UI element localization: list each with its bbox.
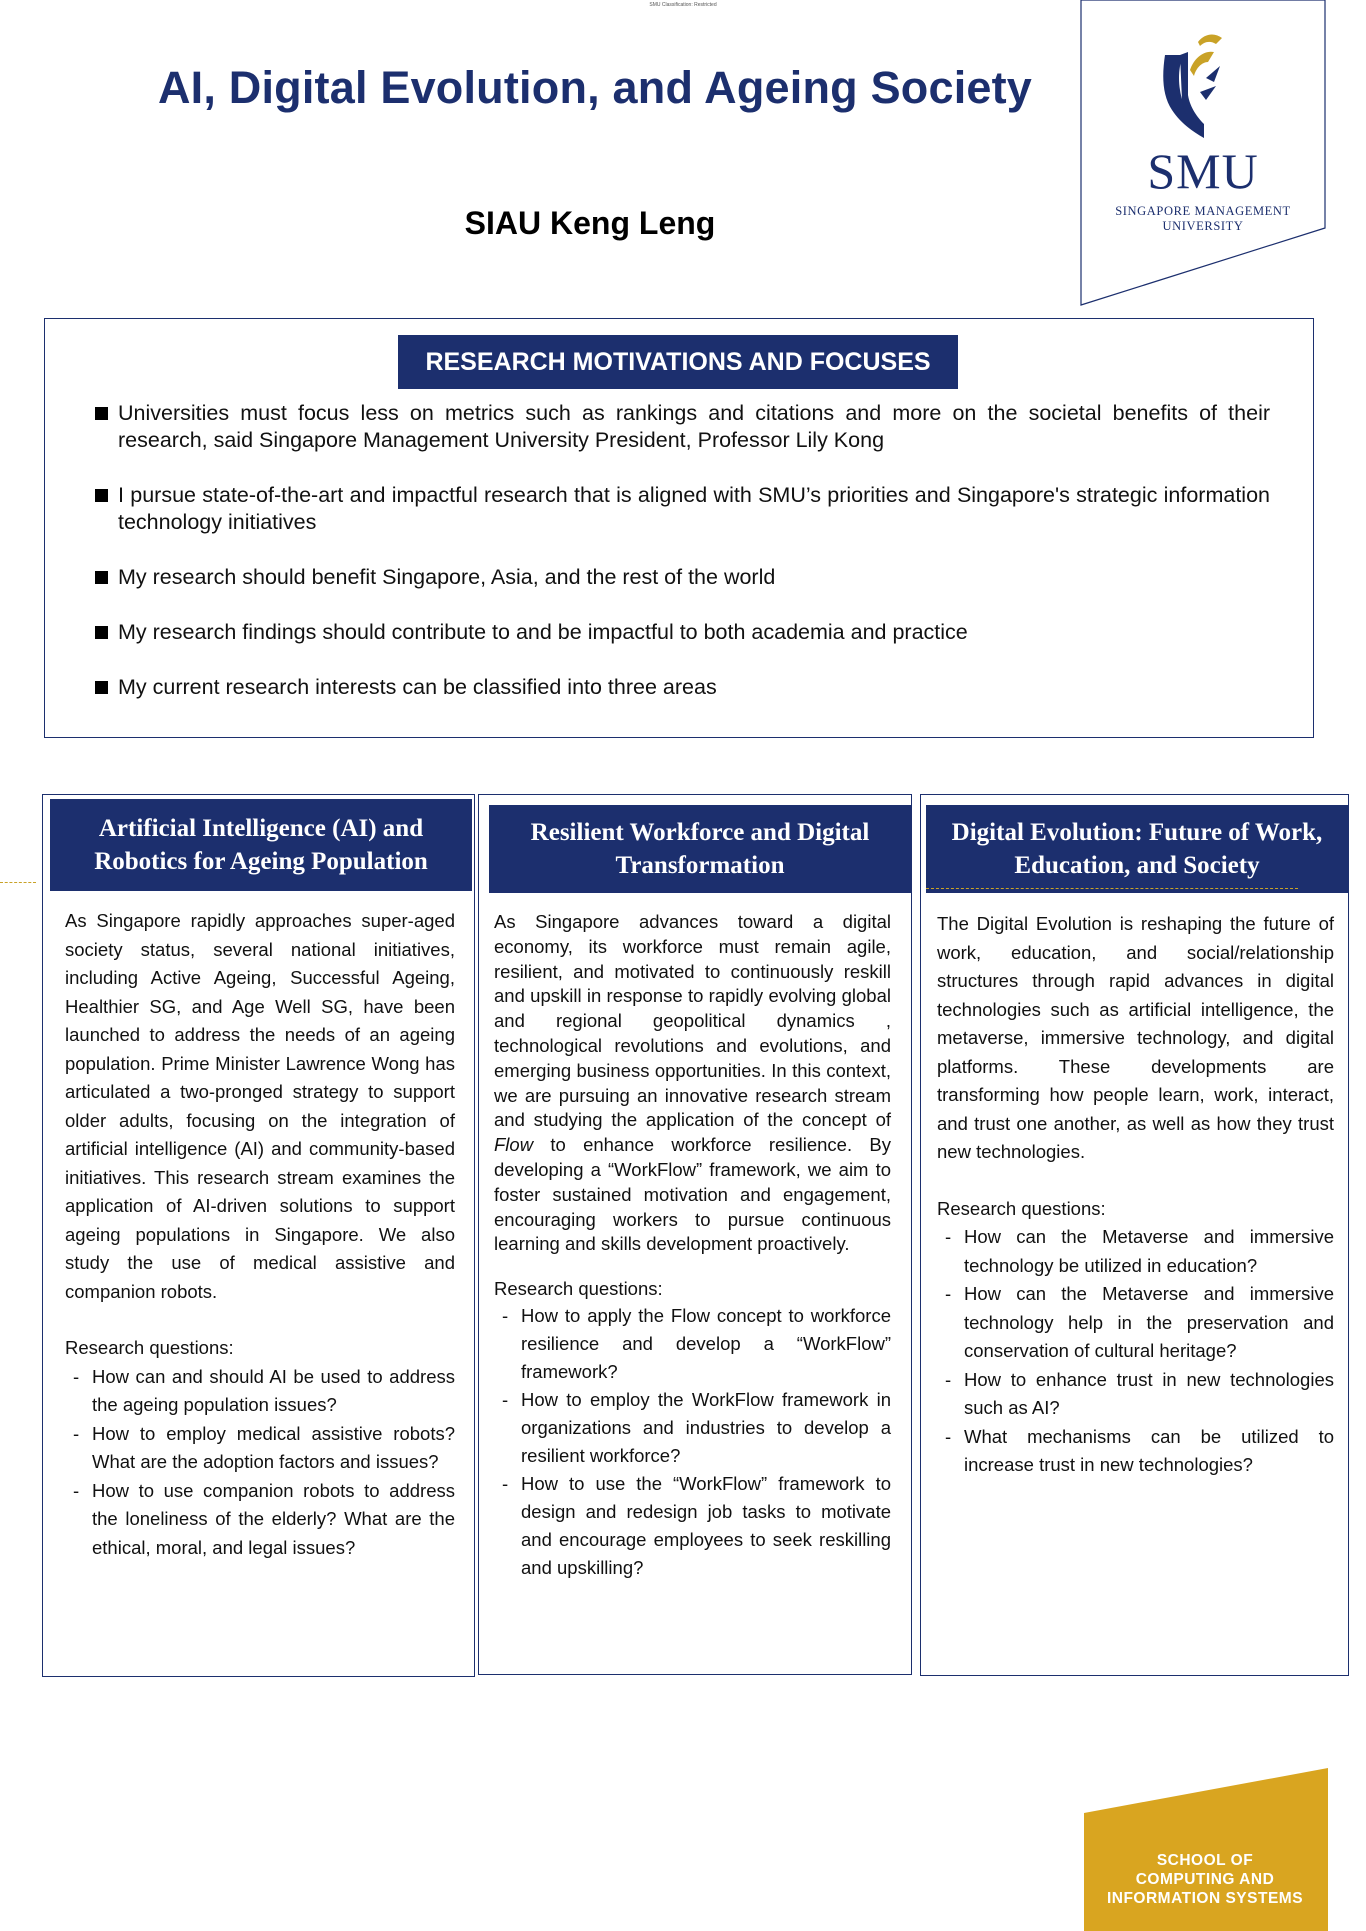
column-description [494, 910, 891, 1257]
column-body [937, 910, 1334, 1480]
research-question: - How can and should AI be used to address the ageing population issues? [65, 1363, 455, 1420]
column-title-line1: Digital Evolution: Future of Work, [951, 819, 1323, 846]
school-name [1090, 1851, 1320, 1908]
column-title [926, 805, 1348, 893]
column-body [494, 910, 891, 1582]
research-question: - How to apply the Flow concept to workforce resilience and develop a “WorkFlow” framework? [494, 1302, 891, 1386]
classification-label: SMU Classification: Restricted [649, 2, 717, 8]
research-questions-label: Research questions: [937, 1197, 1106, 1219]
column-title-line2: Education, and Society [1014, 852, 1260, 879]
motivation-bullets [95, 400, 1270, 729]
research-question: - How can the Metaverse and immersive technology help in the preservation and conservation of cultural heritage? [937, 1280, 1334, 1366]
research-questions-list [65, 1363, 455, 1563]
school-line1: SCHOOL OF [1156, 1852, 1254, 1869]
page-title: AI, Digital Evolution, and Ageing Society [157, 62, 1033, 113]
bullet-item: Universities must focus less on metrics such as rankings and citations and more on the societal benefits of their research, said Singapore Management University President, Professor Lily Kong [95, 400, 1270, 454]
research-question: - How can the Metaverse and immersive technology be utilized in education? [937, 1223, 1334, 1280]
bullet-item: My research findings should contribute to and be impactful to both academia and practice [95, 619, 1270, 646]
research-question: - How to use companion robots to address the loneliness of the elderly? What are the ethical, moral, and legal issues? [65, 1477, 455, 1563]
description-part1: As Singapore advances toward a digital economy, its workforce must remain agile, resilient, and motivated to continuously reskill and upskill in response to rapidly evolving global and regional geopolitical dynamics , technological revolutions and evolutions, and emerging business opportunities. In this context, we are pursuing an innovative research stream and studying the application of the concept of [494, 911, 891, 1131]
smu-subtitle-line2: UNIVERSITY [1162, 219, 1244, 233]
description-part2: to enhance workforce resilience. By developing a “WorkFlow” framework, we aim to foster sustained motivation and engagement, encouraging workers to pursue continuous learning and skills development proactively. [494, 1134, 891, 1255]
research-questions-label: Research questions: [65, 1337, 234, 1358]
description-italic: Flow [494, 1134, 534, 1156]
smu-wordmark: SMU [1147, 143, 1259, 199]
smu-subtitle-line1: SINGAPORE MANAGEMENT [1115, 204, 1291, 218]
research-question: - How to enhance trust in new technologies such as AI? [937, 1366, 1334, 1423]
smu-subtitle [1085, 204, 1321, 234]
column-title [489, 805, 911, 893]
bullet-item: My research should benefit Singapore, Asia, and the rest of the world [95, 564, 1270, 591]
research-question: - How to use the “WorkFlow” framework to design and redesign job tasks to motivate and encourage employees to seek reskilling and upskilling? [494, 1470, 891, 1582]
column-title-line1: Resilient Workforce and Digital [530, 819, 870, 846]
column-title-line2: Robotics for Ageing Population [94, 848, 428, 875]
column-title-line1: Artificial Intelligence (AI) and [98, 815, 424, 842]
school-line2: COMPUTING AND [1135, 1871, 1275, 1888]
research-questions-label: Research questions: [494, 1278, 663, 1300]
motivation-header: RESEARCH MOTIVATIONS AND FOCUSES [398, 335, 958, 389]
research-question: - How to employ medical assistive robots? What are the adoption factors and issues? [65, 1420, 455, 1477]
column-description: As Singapore rapidly approaches super-aged society status, several national initiatives, including Active Ageing, Successful Ageing, Healthier SG, and Age Well SG, have been launched to address the needs of an ageing population. Prime Minister Lawrence Wong has articulated a two-pronged strategy to support older adults, focusing on the integration of artificial intelligence (AI) and community-based initiatives. This research stream examines the application of AI-driven solutions to support ageing populations in Singapore. We also study the use of medical assistive and companion robots. [65, 910, 455, 1302]
column-description: The Digital Evolution is reshaping the future of work, education, and social/relationship structures through rapid advances in digital technologies such as artificial intelligence, the metaverse, immersive technology, and digital platforms. These developments are transforming how people learn, work, interact, and trust one another, as well as how they trust new technologies. [937, 913, 1334, 1162]
author-name: SIAU Keng Leng [464, 205, 716, 241]
research-questions-list [937, 1223, 1334, 1480]
bullet-item: My current research interests can be classified into three areas [95, 674, 1270, 701]
decorative-dashes-right [926, 888, 1298, 889]
research-question: - How to employ the WorkFlow framework in organizations and industries to develop a resilient workforce? [494, 1386, 891, 1470]
column-resilient-workforce [478, 794, 912, 1675]
school-line3: INFORMATION SYSTEMS [1106, 1890, 1304, 1907]
research-questions-list [494, 1302, 891, 1582]
research-question: - What mechanisms can be utilized to increase trust in new technologies? [937, 1423, 1334, 1480]
column-ai-robotics [42, 794, 475, 1677]
column-title-line2: Transformation [615, 852, 785, 879]
column-title [50, 799, 472, 891]
column-digital-evolution [920, 794, 1349, 1676]
bullet-item: I pursue state-of-the-art and impactful research that is aligned with SMU’s priorities and Singapore's strategic information technology initiatives [95, 482, 1270, 536]
decorative-dashes-left [0, 882, 36, 883]
column-body [65, 907, 455, 1562]
